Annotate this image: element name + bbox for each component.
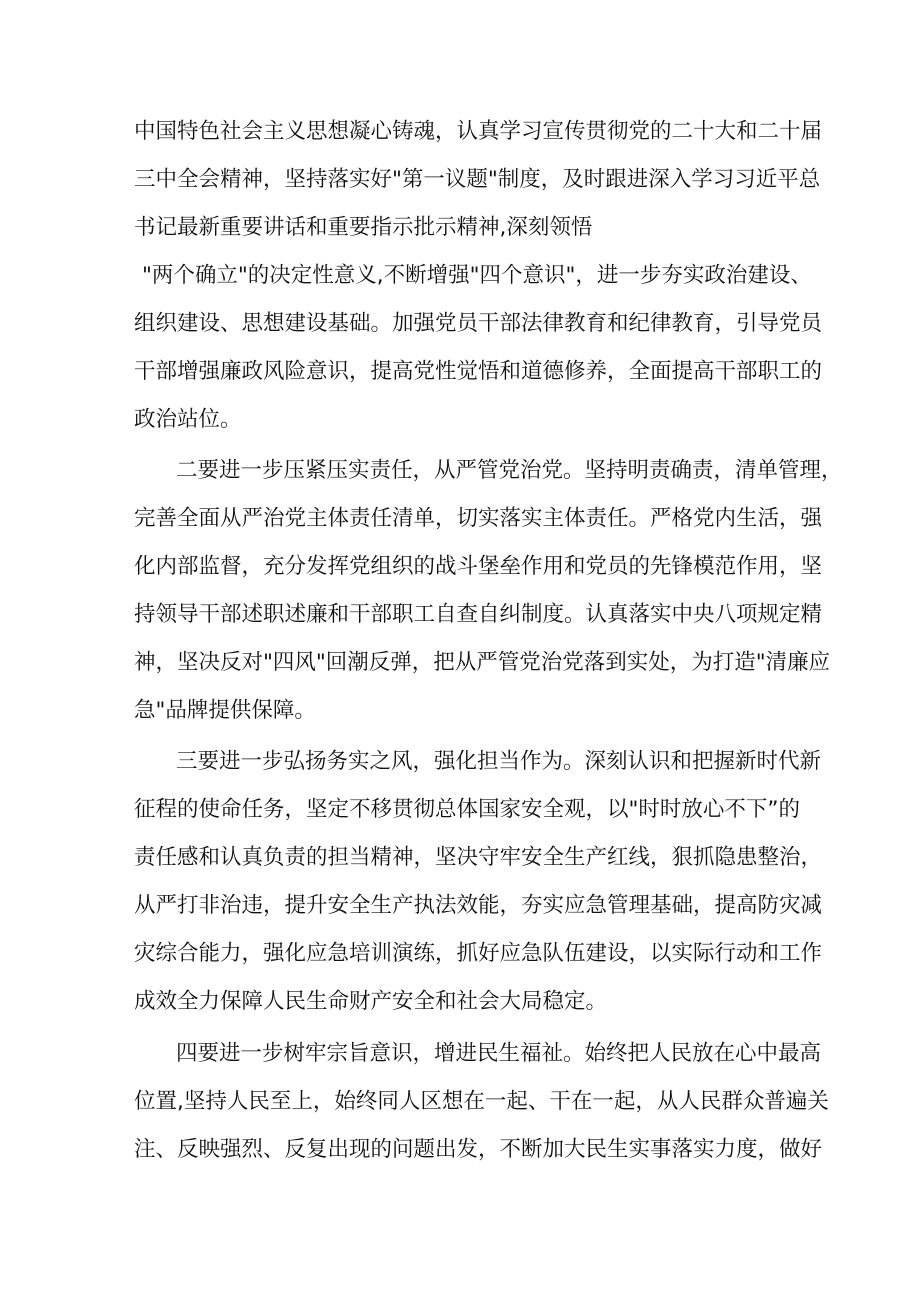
text-line: 灾综合能力，强化应急培训演练，抓好应急队伍建设，以实际行动和工作 bbox=[134, 941, 823, 966]
text-line: 成效全力保障人民生命财产安全和社会大局稳定。 bbox=[134, 989, 608, 1014]
text-line: 神，坚决反对"四风"回潮反弹，把从严管党治党落到实处，为打造"清廉应 bbox=[134, 650, 831, 675]
text-line: 组织建设、思想建设基础。加强党员干部法律教育和纪律教育，引导党员 bbox=[134, 311, 823, 336]
text-line: 书记最新重要讲话和重要指示批示精神,深刻领悟 bbox=[134, 215, 593, 240]
text-line: 从严打非治违，提升安全生产执法效能，夯实应急管理基础，提高防灾减 bbox=[134, 893, 823, 918]
text-line: 注、反映强烈、反复出现的问题出发，不断加大民生实事落实力度，做好 bbox=[134, 1137, 823, 1162]
text-line: 完善全面从严治党主体责任清单，切实落实主体责任。严格党内生活，强 bbox=[134, 506, 823, 531]
text-line: 中国特色社会主义思想凝心铸魂，认真学习宣传贯彻党的二十大和二十届 bbox=[134, 119, 823, 144]
text-line: 持领导干部述职述廉和干部职工自查自纠制度。认真落实中央八项规定精 bbox=[134, 602, 823, 627]
text-line: 三中全会精神，坚持落实好"第一议题"制度，及时跟进深入学习习近平总 bbox=[134, 167, 821, 192]
text-line: 化内部监督，充分发挥党组织的战斗堡垒作用和党员的先锋模范作用，坚 bbox=[134, 554, 823, 579]
text-line: 征程的使命任务，坚定不移贯彻总体国家安全观，以"时时放心不下”的 bbox=[134, 797, 801, 822]
text-line: 位置,坚持人民至上，始终同人区想在一起、干在一起，从人民群众普遍关 bbox=[134, 1089, 829, 1114]
text-line: 政治站位。 bbox=[134, 407, 242, 432]
text-line: 急"品牌提供保障。 bbox=[134, 698, 316, 723]
text-line: 干部增强廉政风险意识，提高党性觉悟和道德修养，全面提高干部职工的 bbox=[134, 359, 823, 384]
text-line: 责任感和认真负责的担当精神，坚决守牢安全生产红线，狠抓隐患整治， bbox=[134, 845, 823, 870]
text-line: "两个确立"的决定性意义,不断增强"四个意识"，进一步夯实政治建设、 bbox=[142, 263, 812, 288]
text-line: 三要进一步弘扬务实之风，强化担当作为。深刻认识和把握新时代新 bbox=[176, 749, 822, 774]
text-line: 二要进一步压紧压实责任，从严管党治党。坚持明责确责，清单管理， bbox=[176, 458, 843, 483]
text-line: 四要进一步树牢宗旨意识，增进民生福祉。始终把人民放在心中最高 bbox=[176, 1041, 822, 1066]
